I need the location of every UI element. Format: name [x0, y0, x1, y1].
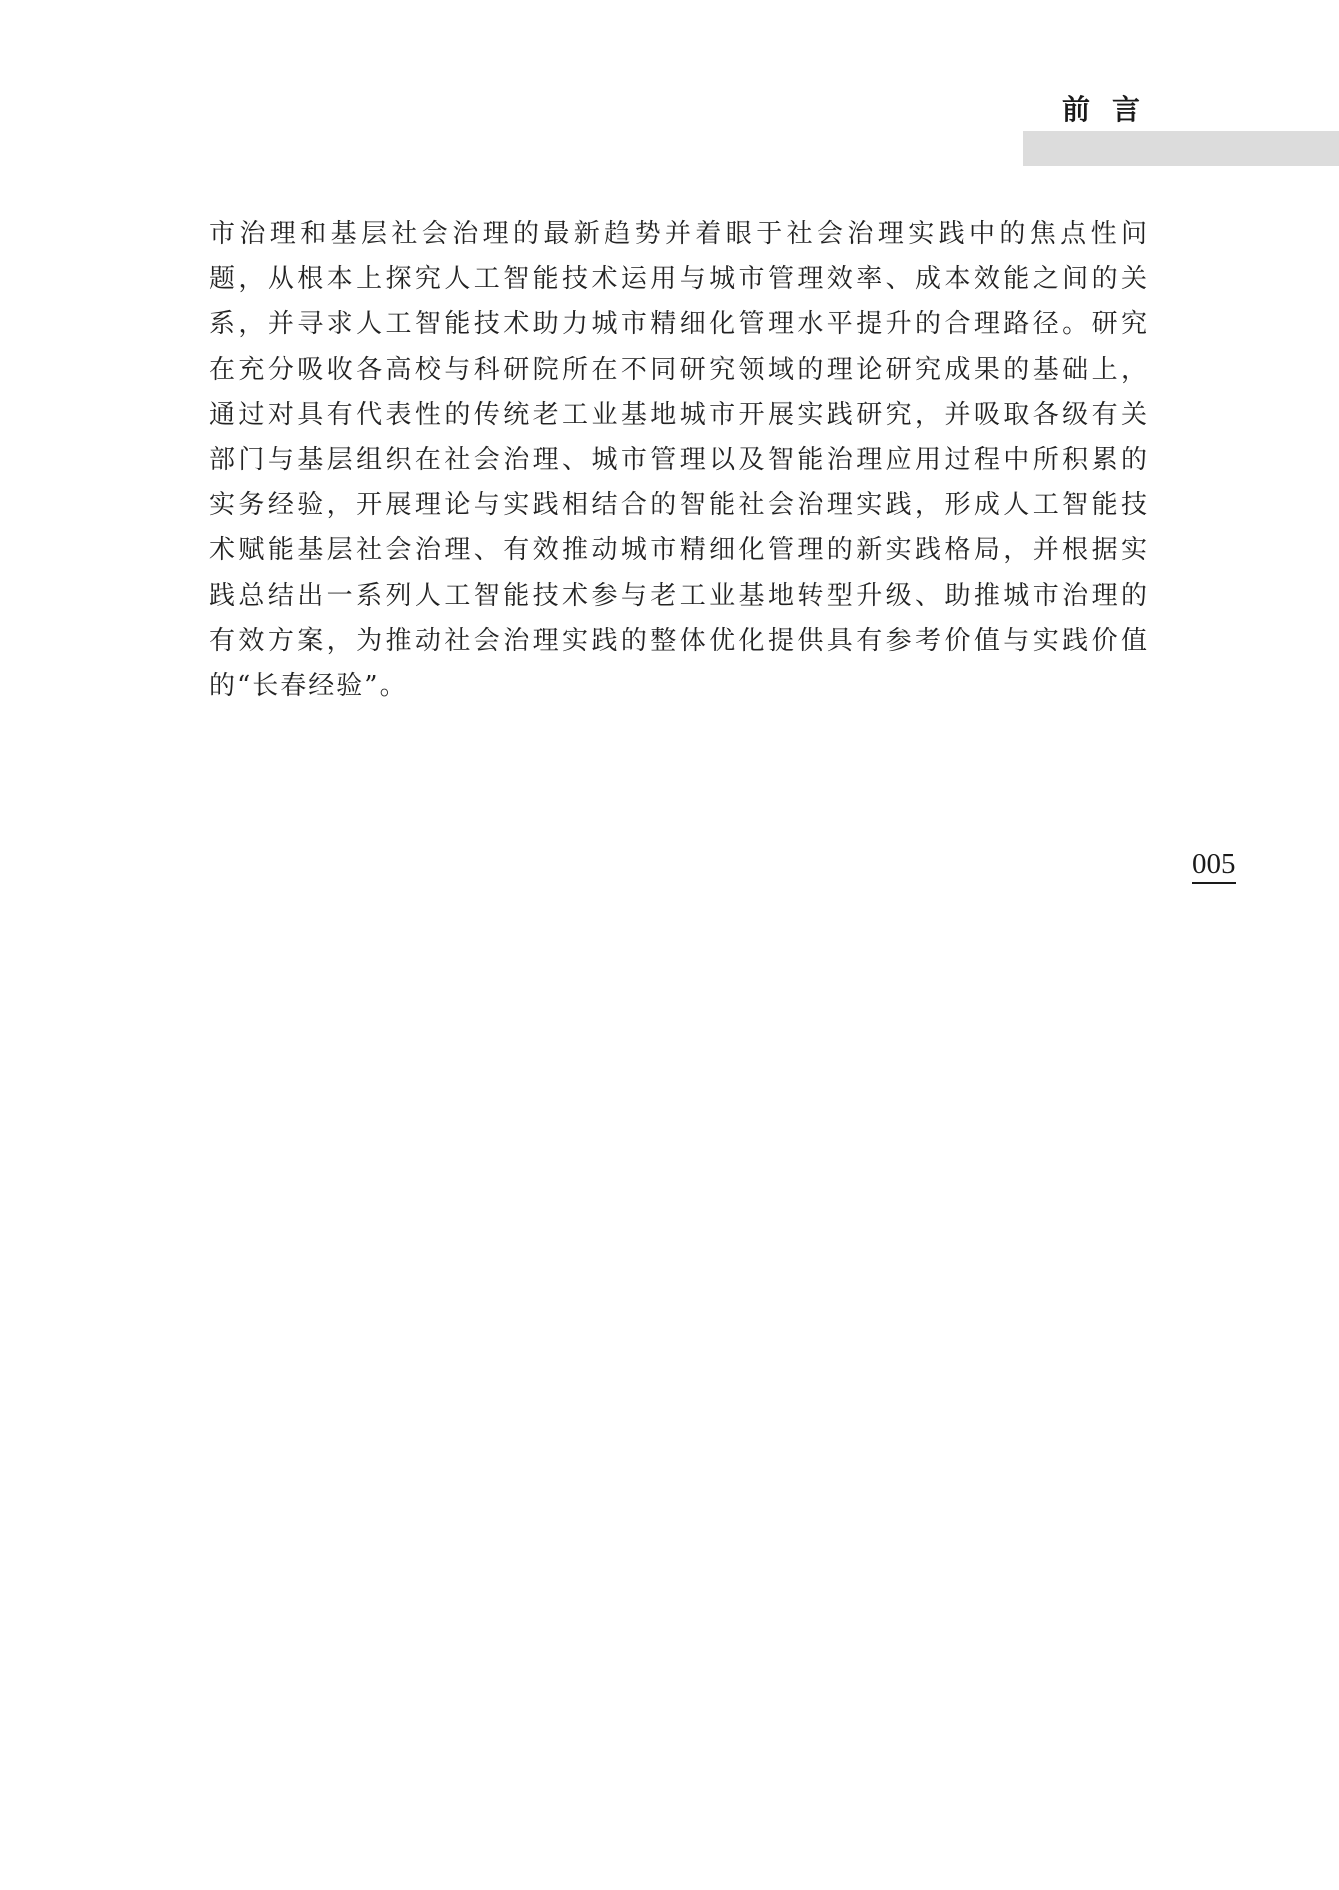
text-line: 术赋能基层社会治理、有效推动城市精细化管理的新实践格局，并根据实 [209, 535, 1149, 566]
text-line: 有效方案，为推动社会治理实践的整体优化提供具有参考价值与实践价值 [209, 625, 1149, 656]
text-line: 题，从根本上探究人工智能技术运用与城市管理效率、成本效能之间的关 [209, 264, 1149, 295]
text-line: 通过对具有代表性的传统老工业基地城市开展实践研究，并吸取各级有关 [209, 399, 1149, 430]
text-line: 部门与基层组织在社会治理、城市管理以及智能治理应用过程中所积累的 [209, 444, 1149, 475]
page-number: 005 [1192, 848, 1236, 884]
header-decorative-bar [1023, 131, 1339, 166]
text-line: 实务经验，开展理论与实践相结合的智能社会治理实践，形成人工智能技 [209, 490, 1149, 521]
text-line: 践总结出一系列人工智能技术参与老工业基地转型升级、助推城市治理的 [209, 580, 1149, 611]
text-line: 在充分吸收各高校与科研院所在不同研究领域的理论研究成果的基础上， [209, 354, 1149, 385]
running-header-title: 前言 [1062, 93, 1163, 126]
text-line: 系，并寻求人工智能技术助力城市精细化管理水平提升的合理路径。研究 [209, 309, 1149, 340]
text-line: 市治理和基层社会治理的最新趋势并着眼于社会治理实践中的焦点性问 [209, 219, 1149, 249]
text-line-last: 的“长春经验”。 [209, 670, 408, 701]
body-paragraph [209, 212, 1149, 709]
